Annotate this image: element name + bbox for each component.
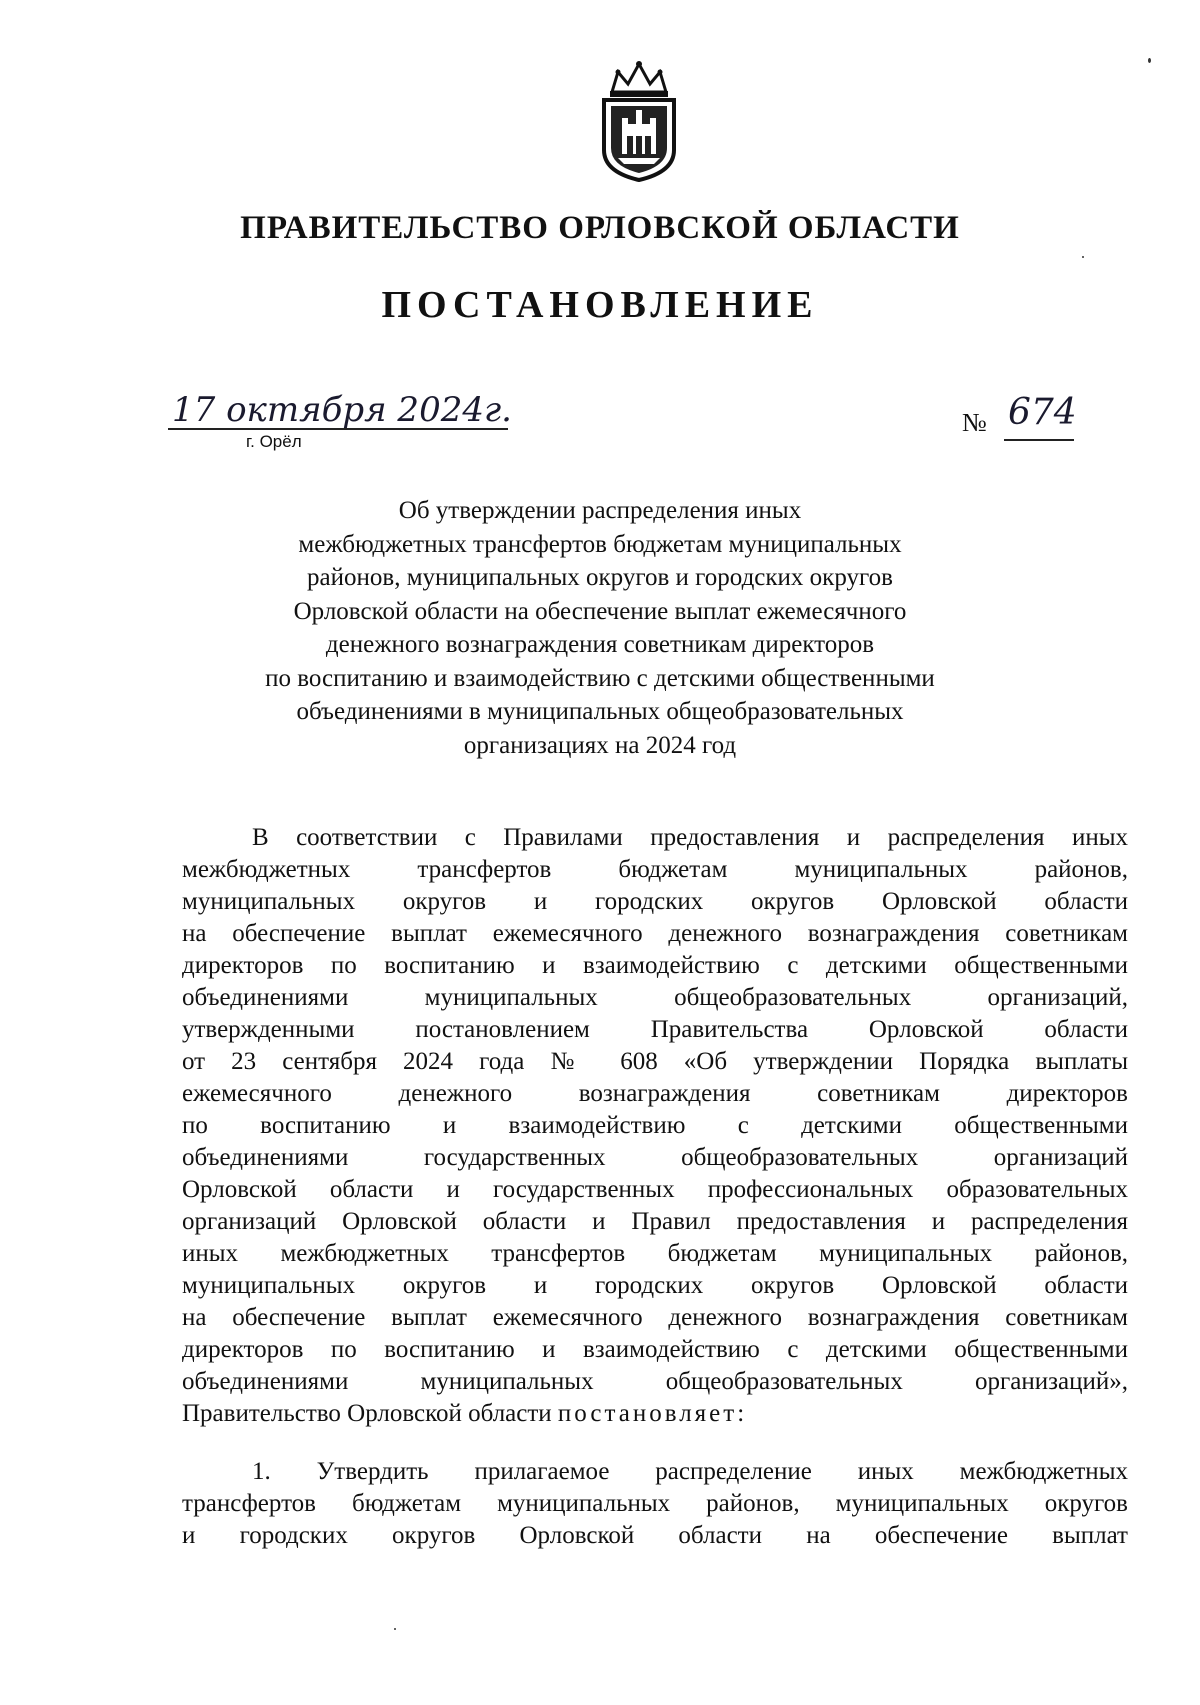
body-line: на обеспечение выплат ежемесячного денежного вознаграждения советникам bbox=[182, 920, 1128, 947]
date-block bbox=[168, 388, 518, 451]
body-line: объединениями муниципальных общеобразовательных организаций», bbox=[182, 1368, 1128, 1395]
handwritten-date: 17 октября 2024г. bbox=[172, 390, 512, 430]
body-line: межбюджетных трансфертов бюджетам муниципальных районов, bbox=[182, 856, 1128, 883]
body-line: муниципальных округов и городских округов Орловской области bbox=[182, 1272, 1128, 1299]
subject-line: Об утверждении распределения иных bbox=[398, 497, 802, 524]
document-subject bbox=[200, 494, 1000, 762]
resolves-prefix: Правительство Орловской области bbox=[182, 1400, 558, 1427]
body-line: иных межбюджетных трансфертов бюджетам муниципальных районов, bbox=[182, 1240, 1128, 1267]
city-label: г. Орёл bbox=[246, 432, 302, 451]
body-line: ежемесячного денежного вознаграждения советникам директоров bbox=[182, 1080, 1128, 1107]
scan-speck bbox=[1148, 58, 1151, 63]
scan-speck bbox=[394, 1628, 396, 1630]
subject-line: Орловской области на обеспечение выплат ежемесячного bbox=[293, 597, 907, 625]
subject-line: по воспитанию и взаимодействию с детскими общественными bbox=[265, 664, 935, 692]
number-sign: № bbox=[962, 408, 987, 437]
body-line: утвержденными постановлением Правительства Орловской области bbox=[182, 1016, 1128, 1043]
paragraph-item-1 bbox=[182, 1456, 1128, 1552]
handwritten-number: 674 bbox=[1008, 392, 1077, 433]
body-line: объединениями муниципальных общеобразовательных организаций, bbox=[182, 984, 1128, 1011]
body-line: организаций Орловской области и Правил предоставления и распределения bbox=[182, 1208, 1128, 1235]
body-line: В соответствии с Правилами предоставления и распределения иных bbox=[252, 824, 1128, 851]
document-number-block bbox=[962, 392, 1112, 442]
subject-line: денежного вознаграждения советникам директоров bbox=[325, 631, 875, 658]
body-line: трансфертов бюджетам муниципальных районов, муниципальных округов bbox=[182, 1490, 1128, 1517]
body-line: муниципальных округов и городских округов Орловской области bbox=[182, 888, 1128, 915]
number-underline bbox=[1004, 439, 1074, 441]
body-line: директоров по воспитанию и взаимодействию с детскими общественными bbox=[182, 952, 1128, 979]
subject-line: районов, муниципальных округов и городских округов bbox=[307, 564, 893, 591]
organization-title: ПРАВИТЕЛЬСТВО ОРЛОВСКОЙ ОБЛАСТИ bbox=[240, 210, 960, 246]
paragraph-preamble bbox=[182, 822, 1128, 1430]
coat-of-arms-emblem bbox=[598, 58, 680, 183]
document-body bbox=[182, 822, 1128, 1552]
resolves-word: постановляет: bbox=[557, 1400, 748, 1427]
resolves-line bbox=[182, 1398, 1128, 1430]
document-type-title: ПОСТАНОВЛЕНИЕ bbox=[381, 284, 819, 326]
body-line: 1. Утвердить прилагаемое распределение иных межбюджетных bbox=[252, 1458, 1128, 1485]
scan-speck bbox=[1082, 256, 1084, 258]
body-line: по воспитанию и взаимодействию с детскими общественными bbox=[182, 1112, 1128, 1139]
body-line: и городских округов Орловской области на обеспечение выплат bbox=[182, 1522, 1128, 1549]
subject-line: объединениями в муниципальных общеобразовательных bbox=[296, 698, 904, 725]
body-line: директоров по воспитанию и взаимодействию с детскими общественными bbox=[182, 1336, 1128, 1363]
body-line: Орловской области и государственных профессиональных образовательных bbox=[182, 1176, 1128, 1203]
body-line: объединениями государственных общеобразовательных организаций bbox=[182, 1144, 1128, 1171]
subject-line: межбюджетных трансфертов бюджетам муниципальных bbox=[298, 530, 902, 558]
body-line: на обеспечение выплат ежемесячного денежного вознаграждения советникам bbox=[182, 1304, 1128, 1331]
body-line: от 23 сентября 2024 года № 608 «Об утверждении Порядка выплаты bbox=[182, 1048, 1128, 1075]
subject-line: организациях на 2024 год bbox=[463, 731, 737, 759]
